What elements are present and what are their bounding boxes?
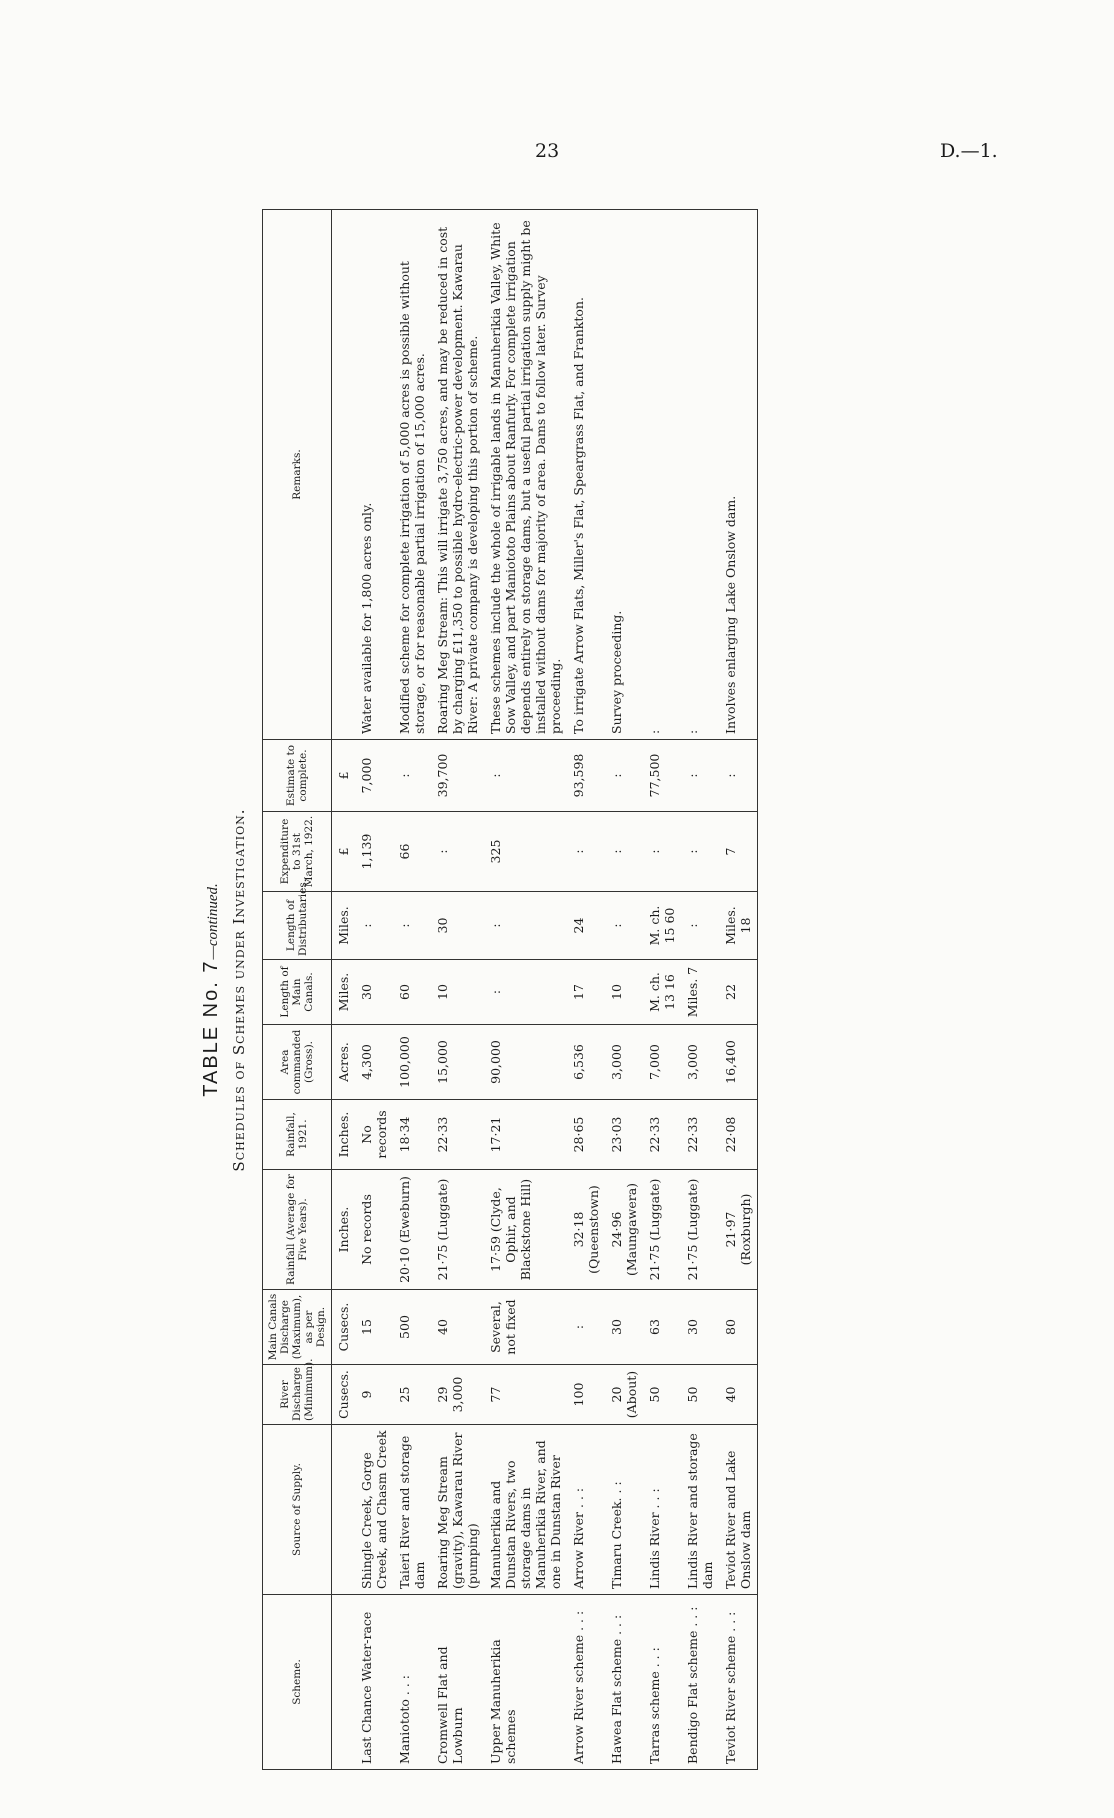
cell-scheme: Bendigo Flat scheme . . :	[681, 1595, 719, 1770]
cell-distributaries: :	[393, 892, 431, 960]
unit-cell	[332, 210, 356, 740]
header-rainfall-avg: Rainfall (Average for Five Years).	[263, 1170, 332, 1290]
table-row	[719, 210, 758, 1770]
cell-source: Taieri River and storage dam	[393, 1425, 431, 1595]
cell-canal-discharge: 40	[431, 1290, 484, 1365]
cell-estimate: 39,700	[431, 740, 484, 812]
cell-remarks: Water available for 1,800 acres only.	[355, 210, 393, 740]
cell-estimate: :	[719, 740, 758, 812]
cell-expenditure: 7	[719, 812, 758, 892]
cell-expenditure: 325	[484, 812, 567, 892]
cell-main-canals: :	[484, 960, 567, 1025]
cell-canal-discharge: 80	[719, 1290, 758, 1365]
unit-cell: Miles.	[332, 960, 356, 1025]
cell-source: Lindis River and storage dam	[681, 1425, 719, 1595]
cell-distributaries: :	[484, 892, 567, 960]
cell-rainfall-1921: 22·33	[643, 1100, 681, 1170]
cell-estimate: :	[484, 740, 567, 812]
header-source: Source of Supply.	[263, 1425, 332, 1595]
cell-estimate: :	[393, 740, 431, 812]
cell-scheme: Cromwell Flat and Lowburn	[431, 1595, 484, 1770]
table-row	[484, 210, 567, 1770]
cell-remarks: :	[643, 210, 681, 740]
unit-cell: Acres.	[332, 1025, 356, 1100]
cell-main-canals: M. ch. 13 16	[643, 960, 681, 1025]
cell-rainfall-avg: 32·18 (Queenstown)	[567, 1170, 605, 1290]
unit-cell	[332, 1595, 356, 1770]
cell-remarks: These schemes include the whole of irrigable lands in Manuherikia Valley, White Sow Valley, and part Maniototo Plains about Ranfurly. For complete irrigation depends entirely on storage dams, but a useful partial irrigation supply might be installed without dams for majority of area. Dams to follow later. Survey proceeding.	[484, 210, 567, 740]
cell-expenditure: :	[431, 812, 484, 892]
unit-cell: Cusecs.	[332, 1290, 356, 1365]
cell-scheme: Hawea Flat scheme . . :	[605, 1595, 643, 1770]
cell-distributaries: Miles. 18	[719, 892, 758, 960]
unit-cell: Inches.	[332, 1170, 356, 1290]
header-expenditure: Expenditure to 31st March, 1922.	[263, 812, 332, 892]
table-row	[567, 210, 605, 1770]
cell-scheme: Teviot River scheme . . :	[719, 1595, 758, 1770]
document-reference: D.—1.	[940, 140, 998, 162]
cell-rainfall-1921: 23·03	[605, 1100, 643, 1170]
cell-main-canals: Miles. 7	[681, 960, 719, 1025]
table-row	[431, 210, 484, 1770]
cell-source: Shingle Creek, Gorge Creek, and Chasm Creek	[355, 1425, 393, 1595]
cell-scheme: Tarras scheme . . :	[643, 1595, 681, 1770]
cell-scheme: Arrow River scheme . . :	[567, 1595, 605, 1770]
cell-source: Roaring Meg Stream (gravity), Kawarau River (pumping)	[431, 1425, 484, 1595]
cell-rainfall-avg: No records	[355, 1170, 393, 1290]
cell-area: 3,000	[605, 1025, 643, 1100]
cell-distributaries: :	[605, 892, 643, 960]
table-title-suffix: —continued.	[205, 883, 221, 960]
cell-distributaries: 30	[431, 892, 484, 960]
cell-river-discharge: 100	[567, 1365, 605, 1425]
cell-rainfall-avg: 17·59 (Clyde, Ophir, and Blackstone Hill)	[484, 1170, 567, 1290]
rotated-table-page	[200, 210, 1100, 1770]
cell-main-canals: 17	[567, 960, 605, 1025]
cell-rainfall-1921: 17·21	[484, 1100, 567, 1170]
cell-scheme: Maniototo . . :	[393, 1595, 431, 1770]
cell-scheme: Last Chance Water-race	[355, 1595, 393, 1770]
cell-river-discharge: 25	[393, 1365, 431, 1425]
cell-source: Arrow River . . :	[567, 1425, 605, 1595]
cell-canal-discharge: 15	[355, 1290, 393, 1365]
header-remarks: Remarks.	[263, 210, 332, 740]
cell-source: Timaru Creek. . :	[605, 1425, 643, 1595]
cell-rainfall-avg: 21·75 (Luggate)	[681, 1170, 719, 1290]
table-body	[332, 210, 758, 1770]
cell-rainfall-1921: 28·65	[567, 1100, 605, 1170]
header-row	[263, 210, 332, 1770]
header-rainfall-1921: Rainfall, 1921.	[263, 1100, 332, 1170]
cell-source: Lindis River . . :	[643, 1425, 681, 1595]
cell-expenditure: 1,139	[355, 812, 393, 892]
cell-river-discharge: 29 3,000	[431, 1365, 484, 1425]
cell-source: Manuherikia and Dunstan Rivers, two storage dams in Manuherikia River, and one in Dunstan River	[484, 1425, 567, 1595]
cell-rainfall-1921: 18·34	[393, 1100, 431, 1170]
cell-remarks: :	[681, 210, 719, 740]
header-main-canals: Length of Main Canals.	[263, 960, 332, 1025]
cell-rainfall-avg: 21·97 (Roxburgh)	[719, 1170, 758, 1290]
table-row	[643, 210, 681, 1770]
schedule-table	[262, 209, 758, 1770]
cell-river-discharge: 9	[355, 1365, 393, 1425]
cell-rainfall-1921: No records	[355, 1100, 393, 1170]
table-subtitle: Schedules of Schemes under Investigation.	[230, 808, 248, 1172]
cell-canal-discharge: :	[567, 1290, 605, 1365]
cell-expenditure: :	[605, 812, 643, 892]
cell-area: 3,000	[681, 1025, 719, 1100]
cell-area: 4,300	[355, 1025, 393, 1100]
cell-rainfall-1921: 22·33	[681, 1100, 719, 1170]
cell-river-discharge: 50	[681, 1365, 719, 1425]
cell-rainfall-1921: 22·08	[719, 1100, 758, 1170]
cell-rainfall-1921: 22·33	[431, 1100, 484, 1170]
cell-main-canals: 22	[719, 960, 758, 1025]
unit-cell: Cusecs.	[332, 1365, 356, 1425]
unit-cell: £	[332, 812, 356, 892]
units-row	[332, 210, 356, 1770]
header-area: Area commanded (Gross).	[263, 1025, 332, 1100]
page-number: 23	[535, 140, 560, 162]
cell-remarks: To irrigate Arrow Flats, Miller's Flat, Speargrass Flat, and Frankton.	[567, 210, 605, 740]
cell-distributaries: :	[681, 892, 719, 960]
cell-river-discharge: 40	[719, 1365, 758, 1425]
cell-estimate: :	[681, 740, 719, 812]
unit-cell: Miles.	[332, 892, 356, 960]
cell-main-canals: 10	[605, 960, 643, 1025]
cell-estimate: 77,500	[643, 740, 681, 812]
header-distributaries: Length of Distributaries.	[263, 892, 332, 960]
cell-canal-discharge: Several, not fixed	[484, 1290, 567, 1365]
cell-area: 6,536	[567, 1025, 605, 1100]
cell-area: 15,000	[431, 1025, 484, 1100]
cell-canal-discharge: 30	[681, 1290, 719, 1365]
cell-remarks: Involves enlarging Lake Onslow dam.	[719, 210, 758, 740]
cell-expenditure: :	[681, 812, 719, 892]
cell-expenditure: 66	[393, 812, 431, 892]
header-scheme: Scheme.	[263, 1595, 332, 1770]
cell-expenditure: :	[643, 812, 681, 892]
cell-canal-discharge: 500	[393, 1290, 431, 1365]
cell-area: 90,000	[484, 1025, 567, 1100]
cell-canal-discharge: 63	[643, 1290, 681, 1365]
cell-main-canals: 10	[431, 960, 484, 1025]
cell-distributaries: M. ch. 15 60	[643, 892, 681, 960]
unit-cell	[332, 1425, 356, 1595]
header-river-discharge: River Discharge (Minimum).	[263, 1365, 332, 1425]
cell-expenditure: :	[567, 812, 605, 892]
table-title	[200, 210, 223, 1770]
cell-rainfall-avg: 20·10 (Eweburn)	[393, 1170, 431, 1290]
table-row	[355, 210, 393, 1770]
cell-estimate: :	[605, 740, 643, 812]
cell-river-discharge: 50	[643, 1365, 681, 1425]
header-canal-discharge: Main Canals Discharge (Maximum), as per Design.	[263, 1290, 332, 1365]
cell-distributaries: :	[355, 892, 393, 960]
cell-rainfall-avg: 21·75 (Luggate)	[643, 1170, 681, 1290]
unit-cell: Inches.	[332, 1100, 356, 1170]
header-estimate: Estimate to complete.	[263, 740, 332, 812]
cell-source: Teviot River and Lake Onslow dam	[719, 1425, 758, 1595]
cell-estimate: 7,000	[355, 740, 393, 812]
cell-scheme: Upper Manuherikia schemes	[484, 1595, 567, 1770]
cell-main-canals: 60	[393, 960, 431, 1025]
cell-remarks: Modified scheme for complete irrigation of 5,000 acres is possible without storage, or for reasonable partial irrigation of 15,000 acres.	[393, 210, 431, 740]
cell-rainfall-avg: 21·75 (Luggate)	[431, 1170, 484, 1290]
table-row	[681, 210, 719, 1770]
cell-area: 16,400	[719, 1025, 758, 1100]
cell-river-discharge: 20 (About)	[605, 1365, 643, 1425]
cell-canal-discharge: 30	[605, 1290, 643, 1365]
cell-area: 7,000	[643, 1025, 681, 1100]
cell-rainfall-avg: 24·96 (Maungawera)	[605, 1170, 643, 1290]
cell-distributaries: 24	[567, 892, 605, 960]
cell-estimate: 93,598	[567, 740, 605, 812]
cell-remarks: Survey proceeding.	[605, 210, 643, 740]
cell-river-discharge: 77	[484, 1365, 567, 1425]
unit-cell: £	[332, 740, 356, 812]
cell-area: 100,000	[393, 1025, 431, 1100]
cell-remarks: Roaring Meg Stream: This will irrigate 3,750 acres, and may be reduced in cost by charging £11,350 to possible hydro-electric-power development. Kawarau River: A private company is developing this portion of scheme.	[431, 210, 484, 740]
table-title-main: TABLE No. 7	[200, 959, 222, 1097]
cell-main-canals: 30	[355, 960, 393, 1025]
table-row	[605, 210, 643, 1770]
table-row	[393, 210, 431, 1770]
